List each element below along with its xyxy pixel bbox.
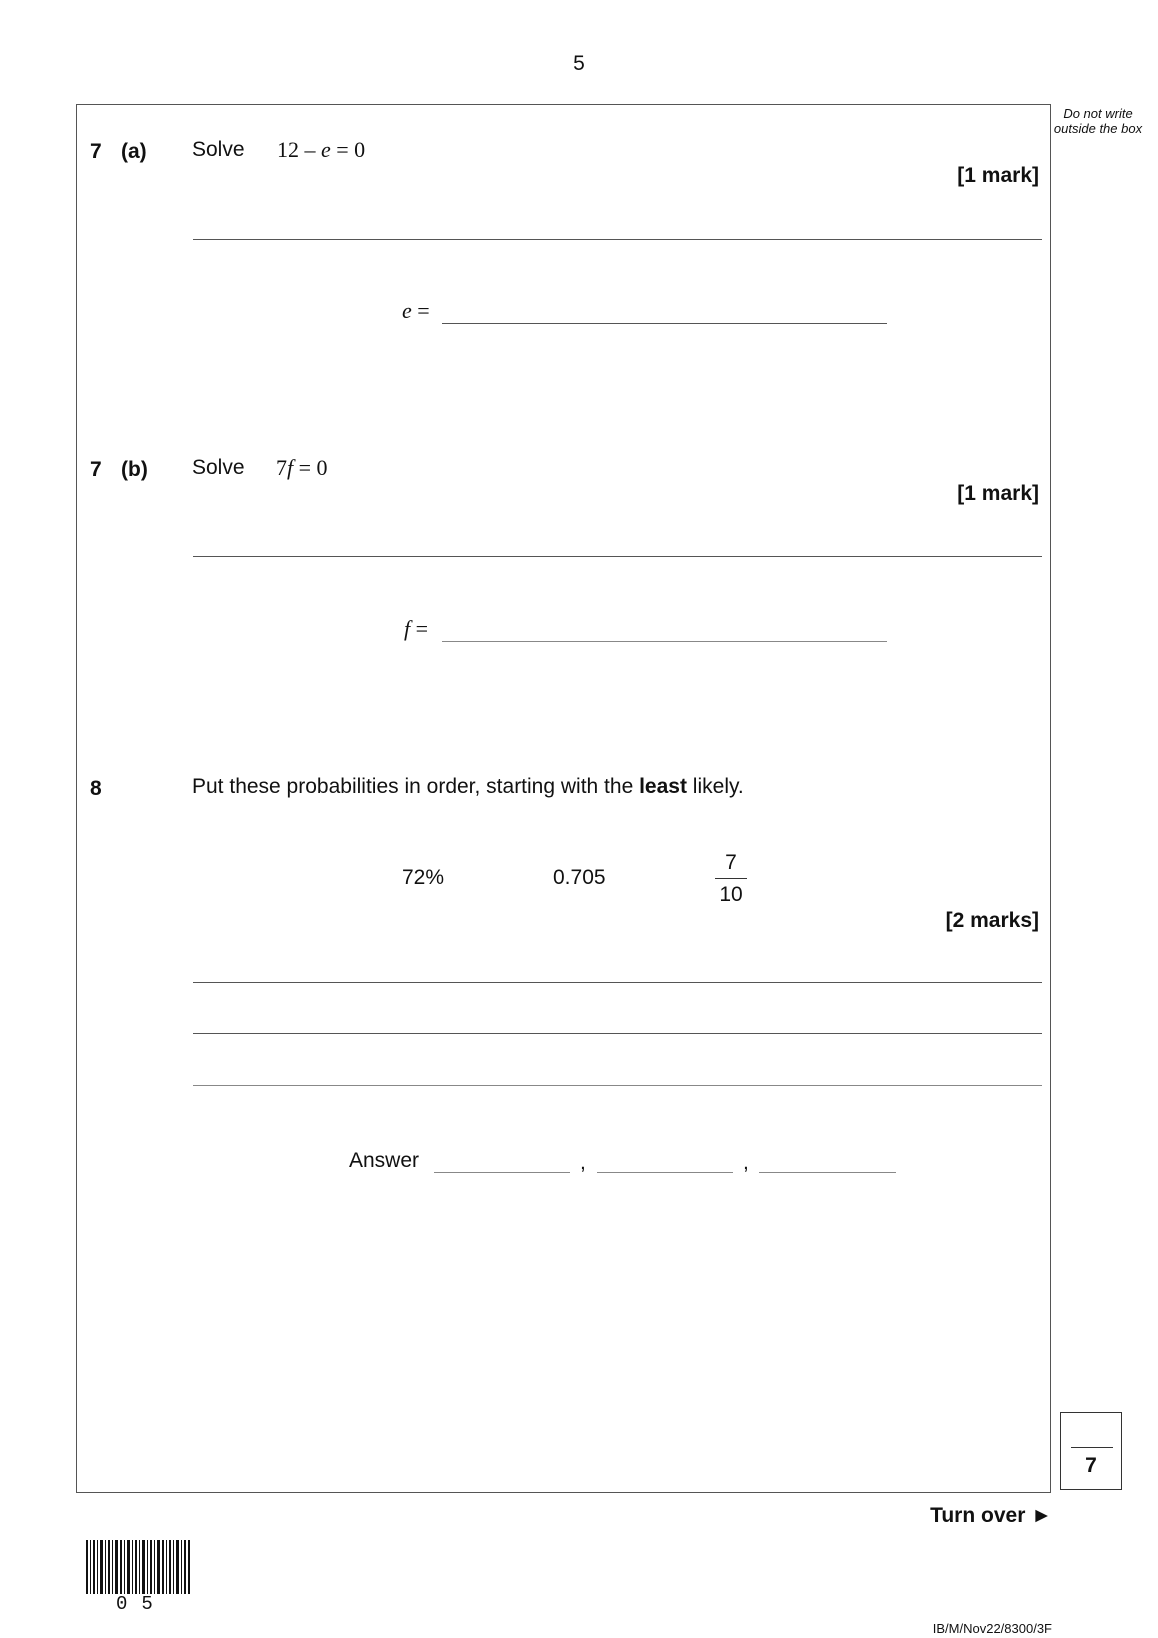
question-7b-answer-label [404, 616, 428, 642]
question-7a-equation [277, 137, 365, 163]
answer-slot-1[interactable] [434, 1172, 570, 1173]
answer-slot-3[interactable] [759, 1172, 896, 1173]
equation-variable: f [287, 455, 294, 480]
margin-note: Do not write outside the box [1053, 106, 1143, 136]
turn-over-label: Turn over ► [930, 1504, 1052, 1527]
answer-label: Answer [349, 1149, 420, 1172]
question-8-number: 8 [90, 777, 102, 800]
working-line[interactable] [193, 982, 1042, 983]
working-line[interactable] [193, 1085, 1042, 1086]
question-8-text [192, 775, 744, 799]
question-7a-number: 7 [90, 140, 102, 163]
question-8-marks: [2 marks] [945, 909, 1039, 932]
question-7a-marks: [1 mark] [957, 164, 1039, 187]
question-7a-part: (a) [121, 140, 147, 163]
barcode-number: 05 [116, 1593, 167, 1615]
probability-value: 0.705 [553, 866, 606, 889]
score-entry-line[interactable] [1071, 1447, 1113, 1448]
question-7a-answer-label [402, 298, 430, 324]
fraction-bar [715, 878, 747, 879]
question-7b-instruction: Solve [192, 456, 245, 479]
question-7b-part: (b) [121, 458, 148, 481]
question-7b-equation [276, 455, 328, 481]
page-number: 5 [573, 52, 585, 75]
barcode-image [86, 1540, 192, 1594]
answer-equals: = [411, 298, 430, 323]
score-box [1060, 1412, 1122, 1490]
probability-fraction [711, 851, 751, 907]
answer-variable: f [404, 616, 411, 641]
probability-value: 72% [402, 866, 445, 889]
question-7a-instruction: Solve [192, 138, 245, 161]
answer-slot-2[interactable] [597, 1172, 733, 1173]
question-7b-marks: [1 mark] [957, 482, 1039, 505]
answer-separator: , [743, 1151, 749, 1174]
answer-line-e[interactable] [442, 323, 887, 324]
question-7b-number: 7 [90, 458, 102, 481]
answer-variable: e [402, 298, 412, 323]
score-total: 7 [1085, 1454, 1097, 1477]
paper-reference: IB/M/Nov22/8300/3F [932, 1621, 1052, 1636]
equation-left: 12 – [277, 137, 321, 162]
question-text-after: likely. [686, 775, 744, 798]
fraction-denominator: 10 [719, 883, 743, 906]
equation-variable: e [321, 137, 331, 162]
question-text-emphasis: least [639, 775, 687, 798]
equation-right: = 0 [330, 137, 366, 162]
answer-line-f[interactable] [442, 641, 887, 642]
working-line[interactable] [193, 239, 1042, 240]
answer-equals: = [410, 616, 429, 641]
equation-left: 7 [276, 455, 287, 480]
working-line[interactable] [193, 556, 1042, 557]
equation-right: = 0 [293, 455, 328, 480]
working-line[interactable] [193, 1033, 1042, 1034]
answer-separator: , [580, 1151, 586, 1174]
fraction-numerator: 7 [725, 851, 737, 874]
question-text-before: Put these probabilities in order, starting with the [192, 775, 640, 798]
